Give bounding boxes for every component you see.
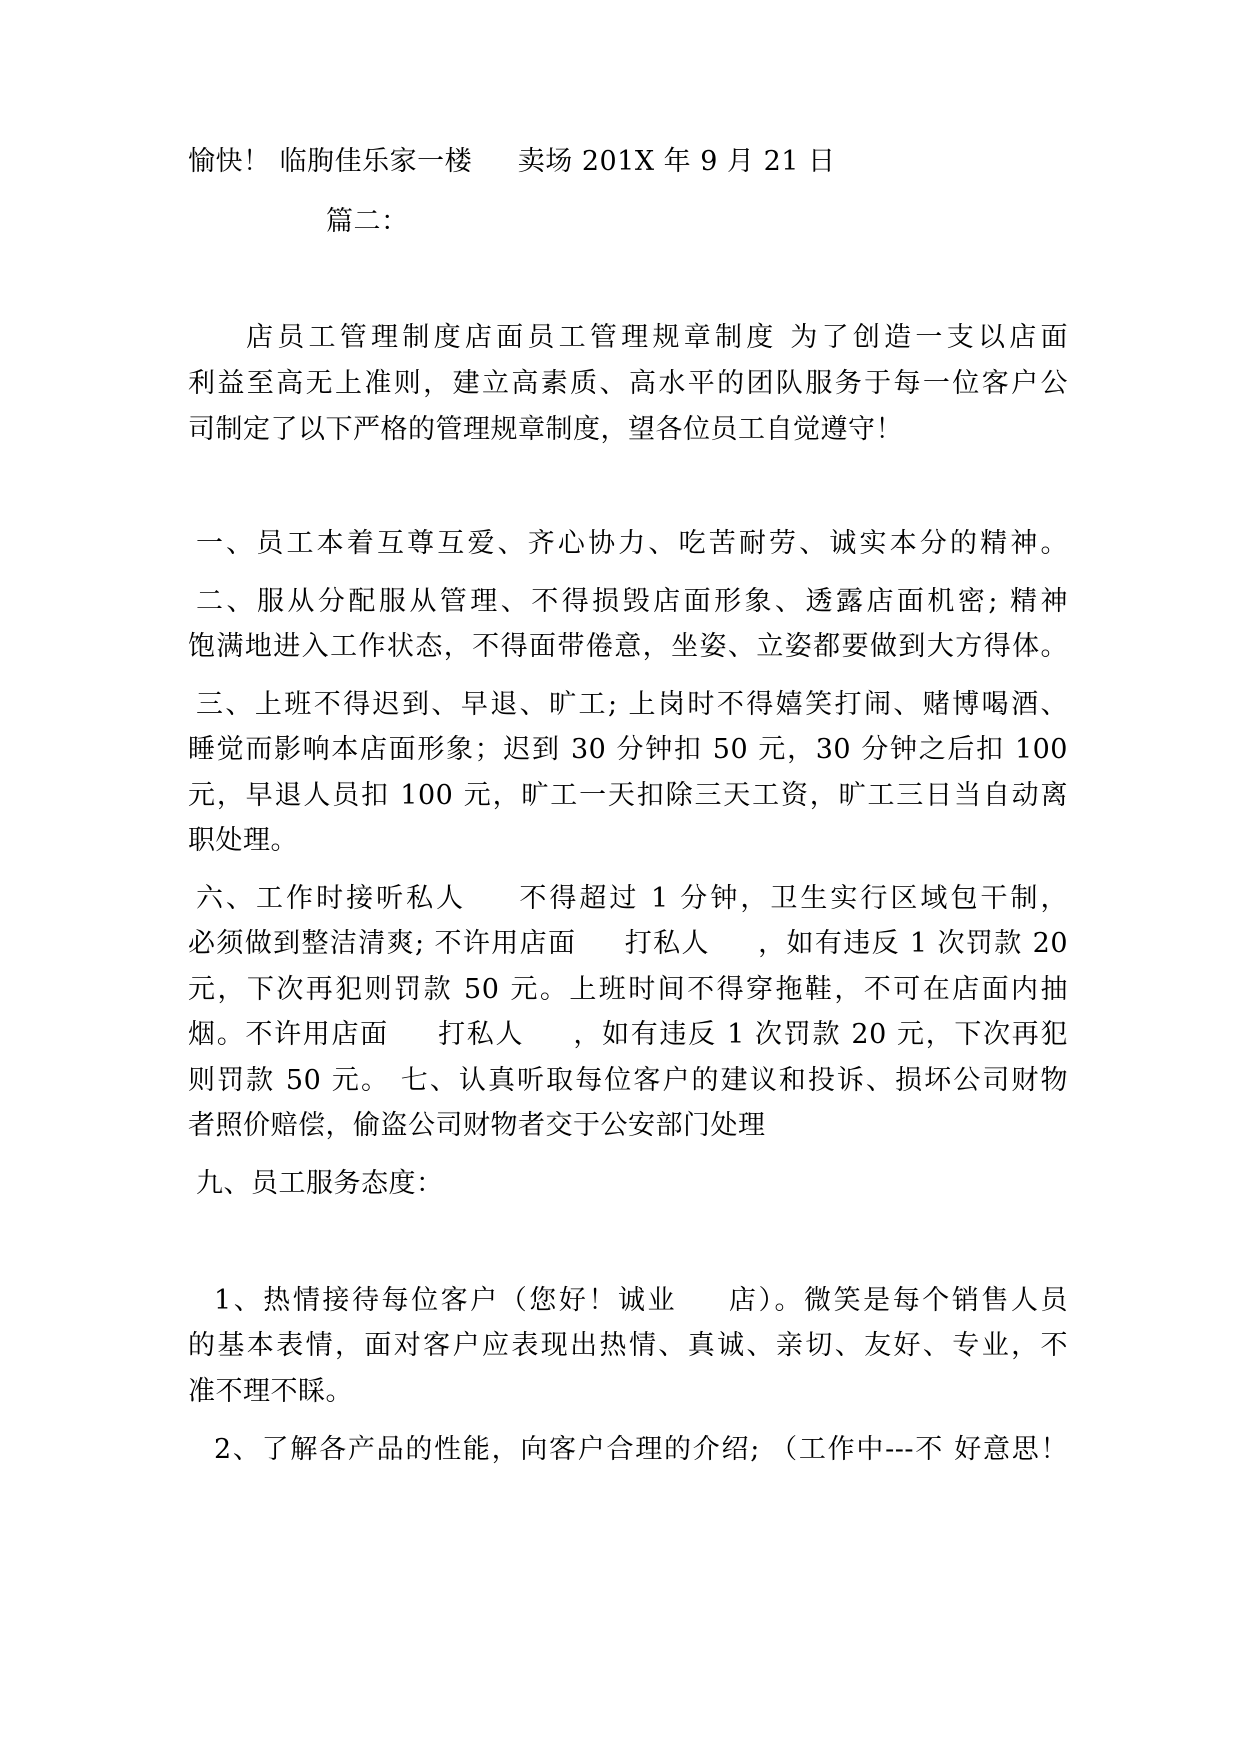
item-1-line: 的基本表情，面对客户应表现出热情、真诚、亲切、友好、专业，不 (188, 1330, 1068, 1361)
intro-line: 店员工管理制度店面员工管理规章制度 为了创造一支以店面 (246, 322, 1068, 353)
rule-2-line: 饱满地进入工作状态，不得面带倦意，坐姿、立姿都要做到大方得体。 (188, 631, 1068, 662)
rule-3-line: 三、上班不得迟到、早退、旷工; 上岗时不得嬉笑打闹、赌博喝酒、 (196, 689, 1068, 720)
rule-3-line: 睡觉而影响本店面形象；迟到 30 分钟扣 50 元，30 分钟之后扣 100 (188, 734, 1068, 765)
rule-2-line: 二、服从分配服从管理、不得损毁店面形象、透露店面机密; 精神 (196, 586, 1068, 617)
header-line: 愉快！ 临朐佳乐家一楼 卖场 201X 年 9 月 21 日 (188, 146, 836, 177)
item-1-line: 1、热情接待每位客户（您好！诚业 店）。微笑是每个销售人员 (214, 1285, 1068, 1316)
rule-6-line: 烟。不许用店面 打私人 ，如有违反 1 次罚款 20 元，下次再犯 (188, 1019, 1068, 1050)
rule-6-line: 元，下次再犯则罚款 50 元。上班时间不得穿拖鞋，不可在店面内抽 (188, 974, 1068, 1005)
section-title: 篇二： (326, 206, 409, 237)
rule-6-line: 则罚款 50 元。 七、认真听取每位客户的建议和投诉、损坏公司财物 (188, 1065, 1068, 1096)
rule-1-line: 一、员工本着互尊互爱、齐心协力、吃苦耐劳、诚实本分的精神。 (196, 528, 1068, 559)
rule-6-line: 六、工作时接听私人 不得超过 1 分钟，卫生实行区域包干制， (196, 883, 1068, 914)
rule-3-line: 元，早退人员扣 100 元，旷工一天扣除三天工资，旷工三日当自动离 (188, 780, 1068, 811)
item-1-line: 准不理不睬。 (188, 1376, 353, 1407)
intro-line: 利益至高无上准则，建立高素质、高水平的团队服务于每一位客户公 (188, 368, 1068, 399)
rule-6-line: 必须做到整洁清爽; 不许用店面 打私人 ，如有违反 1 次罚款 20 (188, 928, 1068, 959)
rule-6-line: 者照价赔偿，偷盗公司财物者交于公安部门处理 (188, 1110, 766, 1141)
rule-3-line: 职处理。 (188, 825, 298, 856)
item-2-line: 2、了解各产品的性能，向客户合理的介绍; （工作中---不 好意思！ (214, 1434, 1068, 1465)
intro-line: 司制定了以下严格的管理规章制度，望各位员工自觉遵守！ (188, 414, 903, 445)
rule-9-title: 九、员工服务态度： (196, 1168, 444, 1199)
